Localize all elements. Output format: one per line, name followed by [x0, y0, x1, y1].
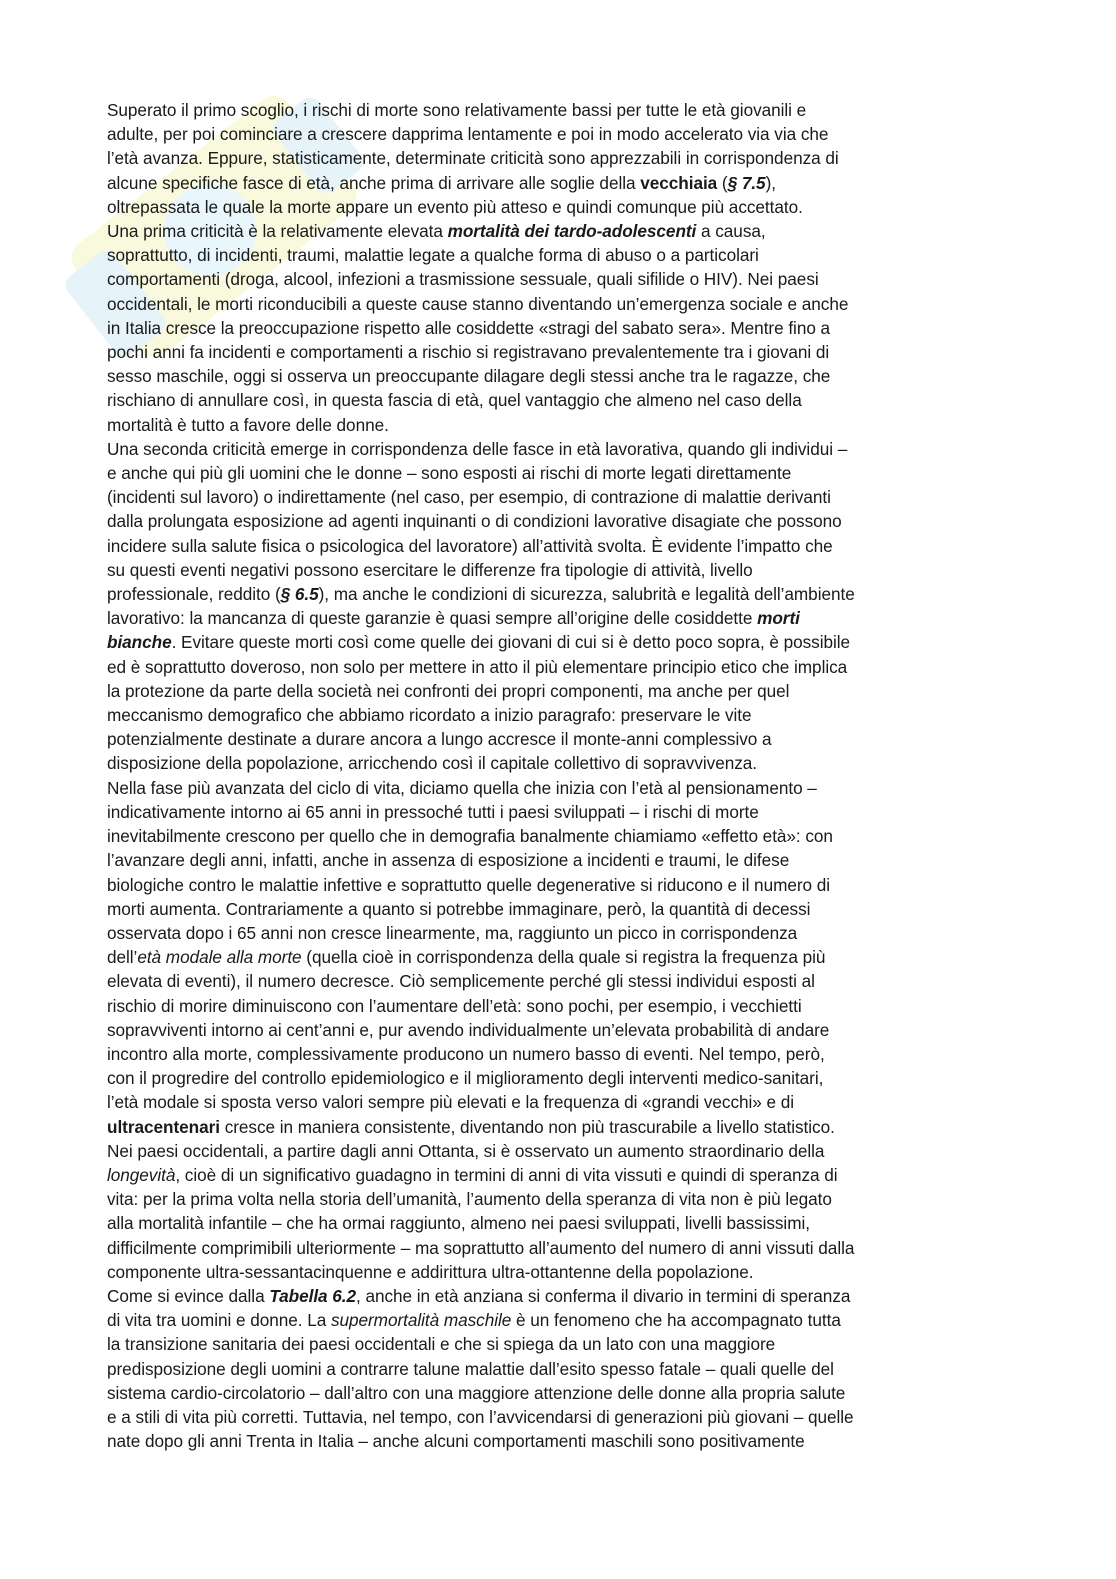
text-line [107, 1042, 1019, 1066]
text-line [107, 1115, 1019, 1139]
body-text: nate dopo gli anni Trenta in Italia – anche alcuni comportamenti maschili sono positivamente [107, 1431, 805, 1452]
paragraph [107, 776, 1019, 1139]
paragraph [107, 437, 1019, 776]
emphasis-text: ultracentenari [107, 1116, 220, 1137]
text-line [107, 921, 1019, 945]
body-text: su questi eventi negativi possono esercitare le differenze fra tipologie di attività, livello [107, 559, 753, 580]
body-text: mortalità è tutto a favore delle donne. [107, 414, 389, 435]
body-text: ), ma anche le condizioni di sicurezza, salubrità e legalità dell’ambiente [318, 584, 855, 605]
body-text: . Evitare queste morti così come quelle dei giovani di cui si è detto poco sopra, è possibile [171, 632, 851, 653]
text-line [107, 1429, 1019, 1453]
text-line [107, 292, 1019, 316]
text-line [107, 243, 1019, 267]
body-text: disposizione della popolazione, arricchendo così il capitale collettivo di sopravvivenza. [107, 753, 758, 774]
emphasis-text: morti [757, 608, 800, 629]
emphasis-text: età modale alla morte [137, 947, 302, 968]
text-line [107, 340, 1019, 364]
emphasis-text: bianche [107, 632, 172, 653]
body-text: soprattutto, di incidenti, traumi, malattie legate a qualche forma di abuso o a particolari [107, 245, 759, 266]
body-text: rischio di morire diminuiscono con l’aumentare dell’età: sono pochi, per esempio, i vecchietti [107, 995, 802, 1016]
text-line [107, 776, 1019, 800]
body-text: sistema cardio-circolatorio – dall’altro con una maggiore attenzione delle donne alla propria salute [107, 1382, 846, 1403]
text-line [107, 534, 1019, 558]
text-line [107, 800, 1019, 824]
text-line [107, 1090, 1019, 1114]
body-text: e a stili di vita più corretti. Tuttavia, nel tempo, con l’avvicendarsi di generazioni più giovani – quelle [107, 1406, 854, 1427]
text-line [107, 219, 1019, 243]
text-line [107, 824, 1019, 848]
text-line [107, 1139, 1019, 1163]
body-text: incidere sulla salute fisica o psicologica del lavoratore) all’attività svolta. È evidente l’impatto che [107, 535, 833, 556]
body-text: lavorativo: la mancanza di queste garanzie è quasi sempre all’origine delle cosiddette [107, 608, 758, 629]
text-line [107, 98, 1019, 122]
body-text: Una prima criticità è la relativamente elevata [107, 221, 448, 242]
body-text: la protezione da parte della società nei confronti dei propri componenti, ma anche per quel [107, 680, 790, 701]
body-text: dalla prolungata esposizione ad agenti inquinanti o di condizioni lavorative disagiate che possono [107, 511, 842, 532]
body-text: di vita tra uomini e donne. La [107, 1310, 331, 1331]
text-line [107, 1236, 1019, 1260]
body-text: meccanismo demografico che abbiamo ricordato a inizio paragrafo: preservare le vite [107, 705, 752, 726]
text-line [107, 195, 1019, 219]
body-text: adulte, per poi cominciare a crescere dapprima lentamente e poi in modo accelerato via via che [107, 124, 829, 145]
emphasis-text: § 7.5 [727, 172, 766, 193]
text-line [107, 969, 1019, 993]
body-text: alla mortalità infantile – che ha ormai raggiunto, almeno nei paesi sviluppati, livelli bassissimi, [107, 1213, 810, 1234]
text-line [107, 1381, 1019, 1405]
paragraph [107, 219, 1019, 437]
body-text: Superato il primo scoglio, i rischi di morte sono relativamente bassi per tutte le età giovanili e [107, 100, 807, 120]
body-text: professionale, reddito ( [107, 584, 281, 605]
body-text: elevata di eventi), il numero decresce. Ciò semplicemente perché gli stessi individui esposti al [107, 971, 815, 992]
text-line [107, 1405, 1019, 1429]
emphasis-text: vecchiaia [640, 172, 718, 193]
text-line [107, 994, 1019, 1018]
body-text: vita: per la prima volta nella storia dell’umanità, l’aumento della speranza di vita non è più legato [107, 1189, 832, 1210]
text-line [107, 1163, 1019, 1187]
text-line [107, 1211, 1019, 1235]
body-text: l’avanzare degli anni, infatti, anche in assenza di esposizione a incidenti e traumi, le difese [107, 850, 790, 871]
text-line [107, 316, 1019, 340]
text-line [107, 558, 1019, 582]
body-text: l’età avanza. Eppure, statisticamente, determinate criticità sono apprezzabili in corrispondenza di [107, 148, 839, 169]
body-text: Nella fase più avanzata del ciclo di vita, diciamo quella che inizia con l’età al pensionamento – [107, 777, 817, 798]
body-text: Una seconda criticità emerge in corrispondenza delle fasce in età lavorativa, quando gli individui – [107, 438, 848, 459]
body-text: sesso maschile, oggi si osserva un preoccupante dilagare degli stessi anche tra le ragazze, che [107, 366, 831, 387]
text-line [107, 146, 1019, 170]
body-text: potenzialmente destinate a durare ancora a lungo accresce il monte-anni complessivo a [107, 729, 772, 750]
text-line [107, 1332, 1019, 1356]
body-text: rischiano di annullare così, in questa fascia di età, quel vantaggio che almeno nel caso della [107, 390, 802, 411]
body-text: con il progredire del controllo epidemiologico e il miglioramento degli interventi medico-sanitari, [107, 1068, 824, 1089]
body-text: osservata dopo i 65 anni non cresce linearmente, ma, raggiunto un picco in corrispondenza [107, 922, 798, 943]
emphasis-text: longevità [107, 1164, 176, 1185]
body-text: alcune specifiche fasce di età, anche prima di arrivare alle soglie della [107, 172, 641, 193]
text-line [107, 437, 1019, 461]
body-text: predisposizione degli uomini a contrarre talune malattie dall’esito spesso fatale – quali quelle del [107, 1358, 834, 1379]
emphasis-text: Tabella 6.2 [269, 1285, 357, 1306]
body-text: difficilmente comprimibili ulteriormente – ma soprattutto all’aumento del numero di anni vissuti dalla [107, 1237, 855, 1258]
body-text: ( [717, 172, 728, 193]
text-line [107, 485, 1019, 509]
body-text: pochi anni fa incidenti e comportamenti a rischio si registravano prevalentemente tra i giovani di [107, 342, 830, 363]
text-line [107, 727, 1019, 751]
body-text: comportamenti (droga, alcool, infezioni a trasmissione sessuale, quali sifilide o HIV). Nei paesi [107, 269, 819, 290]
body-text: inevitabilmente crescono per quello che in demografia banalmente chiamiamo «effetto età»: con [107, 826, 833, 847]
text-line [107, 897, 1019, 921]
text-line [107, 1308, 1019, 1332]
paragraph [107, 1284, 1019, 1453]
text-line [107, 655, 1019, 679]
text-line [107, 1284, 1019, 1308]
text-line [107, 364, 1019, 388]
document-page [107, 98, 1019, 1453]
text-line [107, 1260, 1019, 1284]
body-text: componente ultra-sessantacinquenne e addirittura ultra-ottantenne della popolazione. [107, 1261, 754, 1282]
body-text: Nei paesi occidentali, a partire dagli anni Ottanta, si è osservato un aumento straordinario della [107, 1140, 825, 1161]
text-line [107, 267, 1019, 291]
body-text: la transizione sanitaria dei paesi occidentali e che si spiega da un lato con una maggiore [107, 1334, 776, 1355]
paragraph [107, 1139, 1019, 1284]
body-text: sopravviventi intorno ai cent’anni e, pur avendo individualmente un’elevata probabilità di andare [107, 1019, 830, 1040]
text-line [107, 873, 1019, 897]
body-text: (incidenti sul lavoro) o indirettamente (nel caso, per esempio, di contrazione di malattie derivanti [107, 487, 831, 508]
text-line [107, 1018, 1019, 1042]
text-line [107, 679, 1019, 703]
body-text: , cioè di un significativo guadagno in termini di anni di vita vissuti e quindi di speranza di [175, 1164, 838, 1185]
text-line [107, 751, 1019, 775]
body-text: a causa, [696, 221, 766, 242]
text-line [107, 388, 1019, 412]
body-text: incontro alla morte, complessivamente producono un numero basso di eventi. Nel tempo, però, [107, 1043, 825, 1064]
text-line [107, 630, 1019, 654]
text-line [107, 1187, 1019, 1211]
body-text: occidentali, le morti riconducibili a queste cause stanno diventando un’emergenza sociale e anche [107, 293, 849, 314]
text-line [107, 1357, 1019, 1381]
text-line [107, 703, 1019, 727]
body-text: oltrepassata le quale la morte appare un evento più atteso e quindi comunque più accettato. [107, 196, 803, 217]
body-text: , anche in età anziana si conferma il divario in termini di speranza [356, 1285, 851, 1306]
text-line [107, 171, 1019, 195]
text-line [107, 945, 1019, 969]
body-text: l’età modale si sposta verso valori sempre più elevati e la frequenza di «grandi vecchi» e di [107, 1092, 795, 1113]
text-line [107, 509, 1019, 533]
text-line [107, 848, 1019, 872]
paragraph [107, 98, 1019, 219]
emphasis-text: mortalità dei tardo-adolescenti [447, 221, 697, 242]
body-text: Come si evince dalla [107, 1285, 270, 1306]
text-line [107, 1066, 1019, 1090]
body-text: indicativamente intorno ai 65 anni in pressoché tutti i paesi sviluppati – i rischi di morte [107, 801, 759, 822]
body-text: è un fenomeno che ha accompagnato tutta [511, 1310, 841, 1331]
text-line [107, 461, 1019, 485]
body-text: in Italia cresce la preoccupazione rispetto alle cosiddette «stragi del sabato sera». Mentre fino a [107, 317, 831, 338]
body-text: ), [765, 172, 776, 193]
text-line [107, 606, 1019, 630]
body-text: ed è soprattutto doveroso, non solo per mettere in atto il più elementare principio etico che implica [107, 656, 848, 677]
emphasis-text: § 6.5 [280, 584, 319, 605]
text-line [107, 582, 1019, 606]
body-text: cresce in maniera consistente, diventando non più trascurabile a livello statistico. [219, 1116, 835, 1137]
body-text: e anche qui più gli uomini che le donne – sono esposti ai rischi di morte legati direttamente [107, 463, 792, 484]
emphasis-text: supermortalità maschile [330, 1310, 512, 1331]
text-line [107, 413, 1019, 437]
body-text: morti aumenta. Contrariamente a quanto si potrebbe immaginare, però, la quantità di decessi [107, 898, 811, 919]
body-text: dell’ [107, 947, 138, 968]
body-text: (quella cioè in corrispondenza della quale si registra la frequenza più [301, 947, 826, 968]
text-line [107, 122, 1019, 146]
body-text: biologiche contro le malattie infettive e soprattutto quelle degenerative si riducono e il numero di [107, 874, 831, 895]
